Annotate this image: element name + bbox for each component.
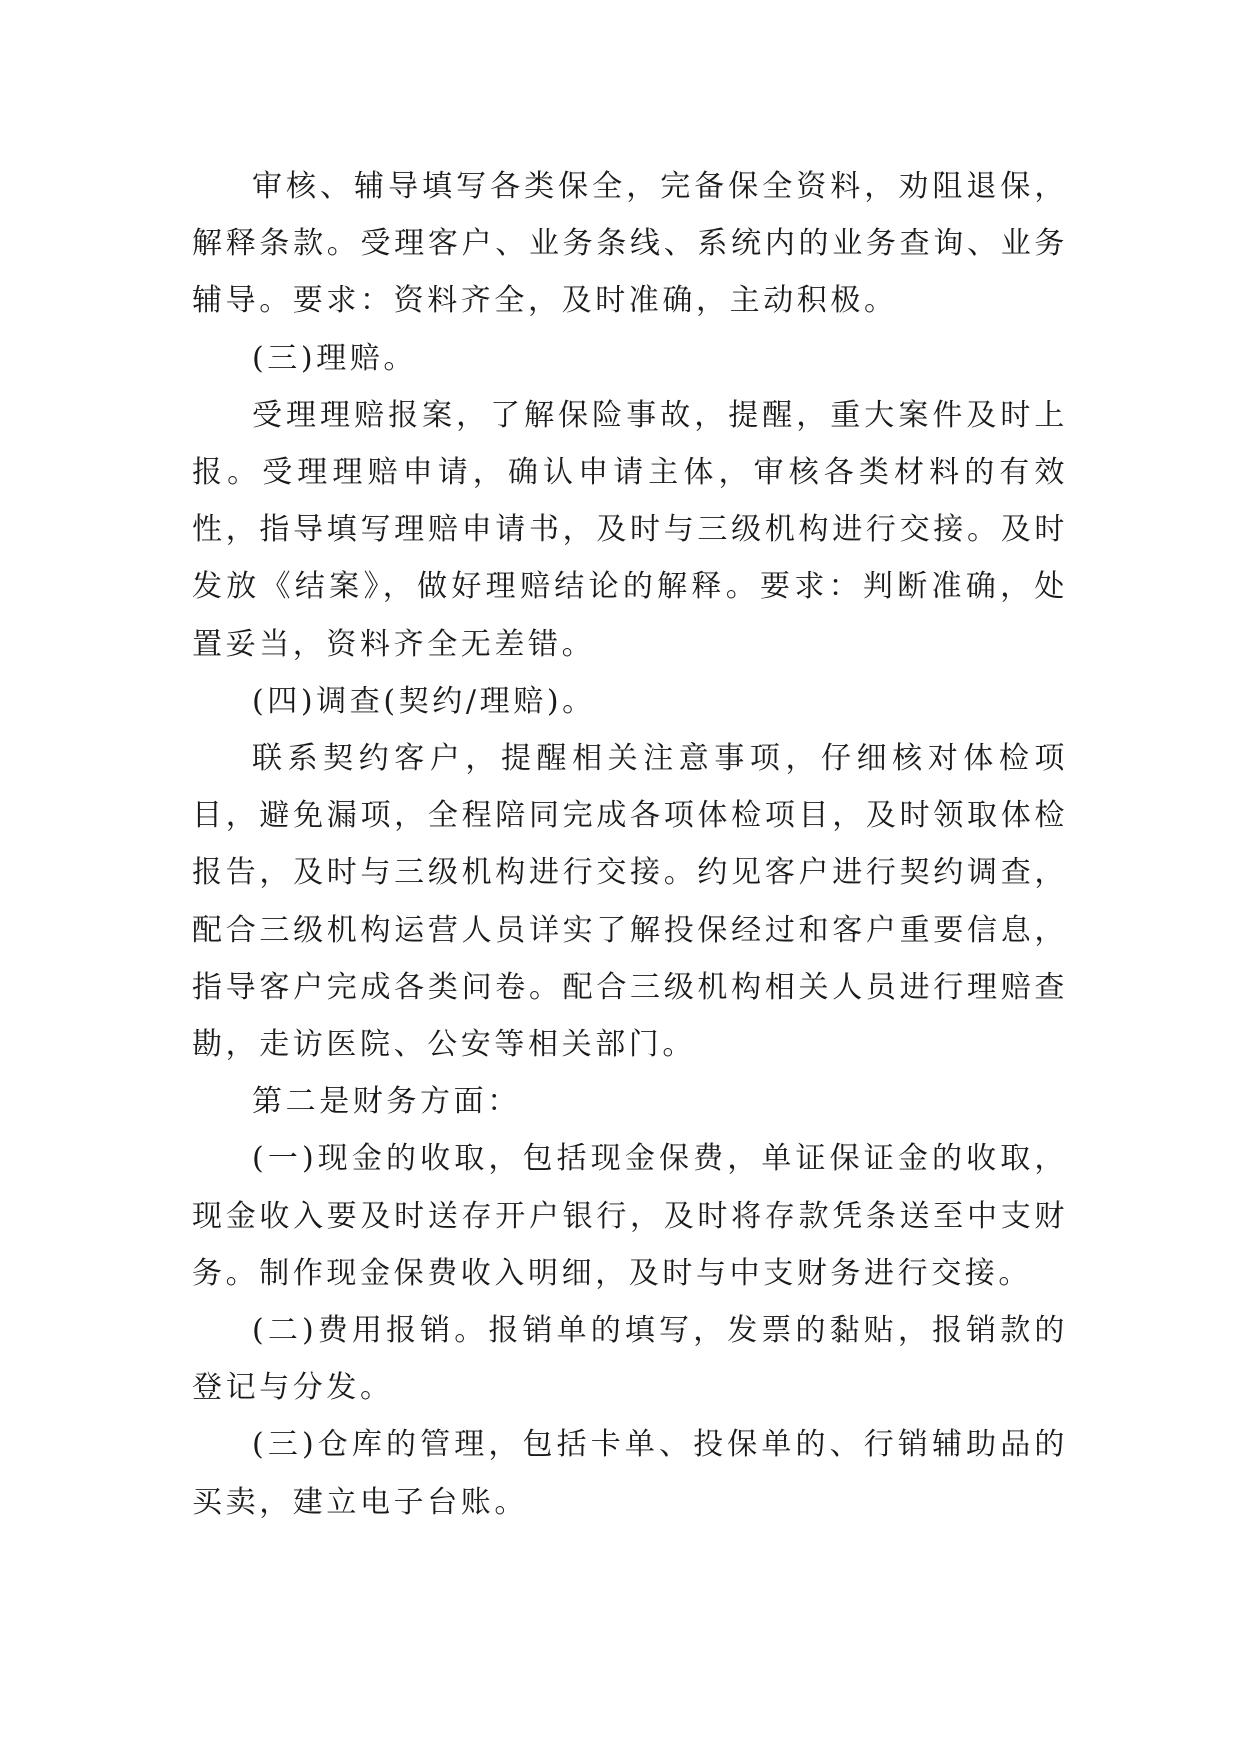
heading-finance: 第二是财务方面： xyxy=(252,1084,521,1120)
paragraph-cash-collection: (一)现金的收取，包括现金保费，单证保证金的收取，现金收入要及时送存开户银行，及时将存款凭条送至中支财务。制作现金保费收入明细，及时与中支财务进行交接。 xyxy=(192,1141,1068,1291)
paragraph-preservation-review: 审核、辅导填写各类保全，完备保全资料，劝阻退保，解释条款。受理客户、业务条线、系统内的业务查询、业务辅导。要求：资料齐全，及时准确，主动积极。 xyxy=(192,169,1068,319)
heading-investigation: (四)调查(契约/理赔)。 xyxy=(252,683,596,719)
heading-claims: (三)理赔。 xyxy=(252,340,418,376)
paragraph-claims: 受理理赔报案，了解保险事故，提醒，重大案件及时上报。受理理赔申请，确认申请主体，审核各类材料的有效性，指导填写理赔申请书，及时与三级机构进行交接。及时发放《结案》，做好理赔结论的解释。要求：判断准确，处置妥当，资料齐全无差错。 xyxy=(192,397,1068,662)
document-body xyxy=(192,158,1068,1531)
paragraph-investigation: 联系契约客户，提醒相关注意事项，仔细核对体检项目，避免漏项，全程陪同完成各项体检项目，及时领取体检报告，及时与三级机构进行交接。约见客户进行契约调查，配合三级机构运营人员详实了解投保经过和客户重要信息，指导客户完成各类问卷。配合三级机构相关人员进行理赔查勘，走访医院、公安等相关部门。 xyxy=(192,741,1068,1063)
paragraph-warehouse-management: (三)仓库的管理，包括卡单、投保单的、行销辅助品的买卖，建立电子台账。 xyxy=(192,1427,1068,1520)
paragraph-expense-reimbursement: (二)费用报销。报销单的填写，发票的黏贴，报销款的登记与分发。 xyxy=(192,1313,1068,1406)
